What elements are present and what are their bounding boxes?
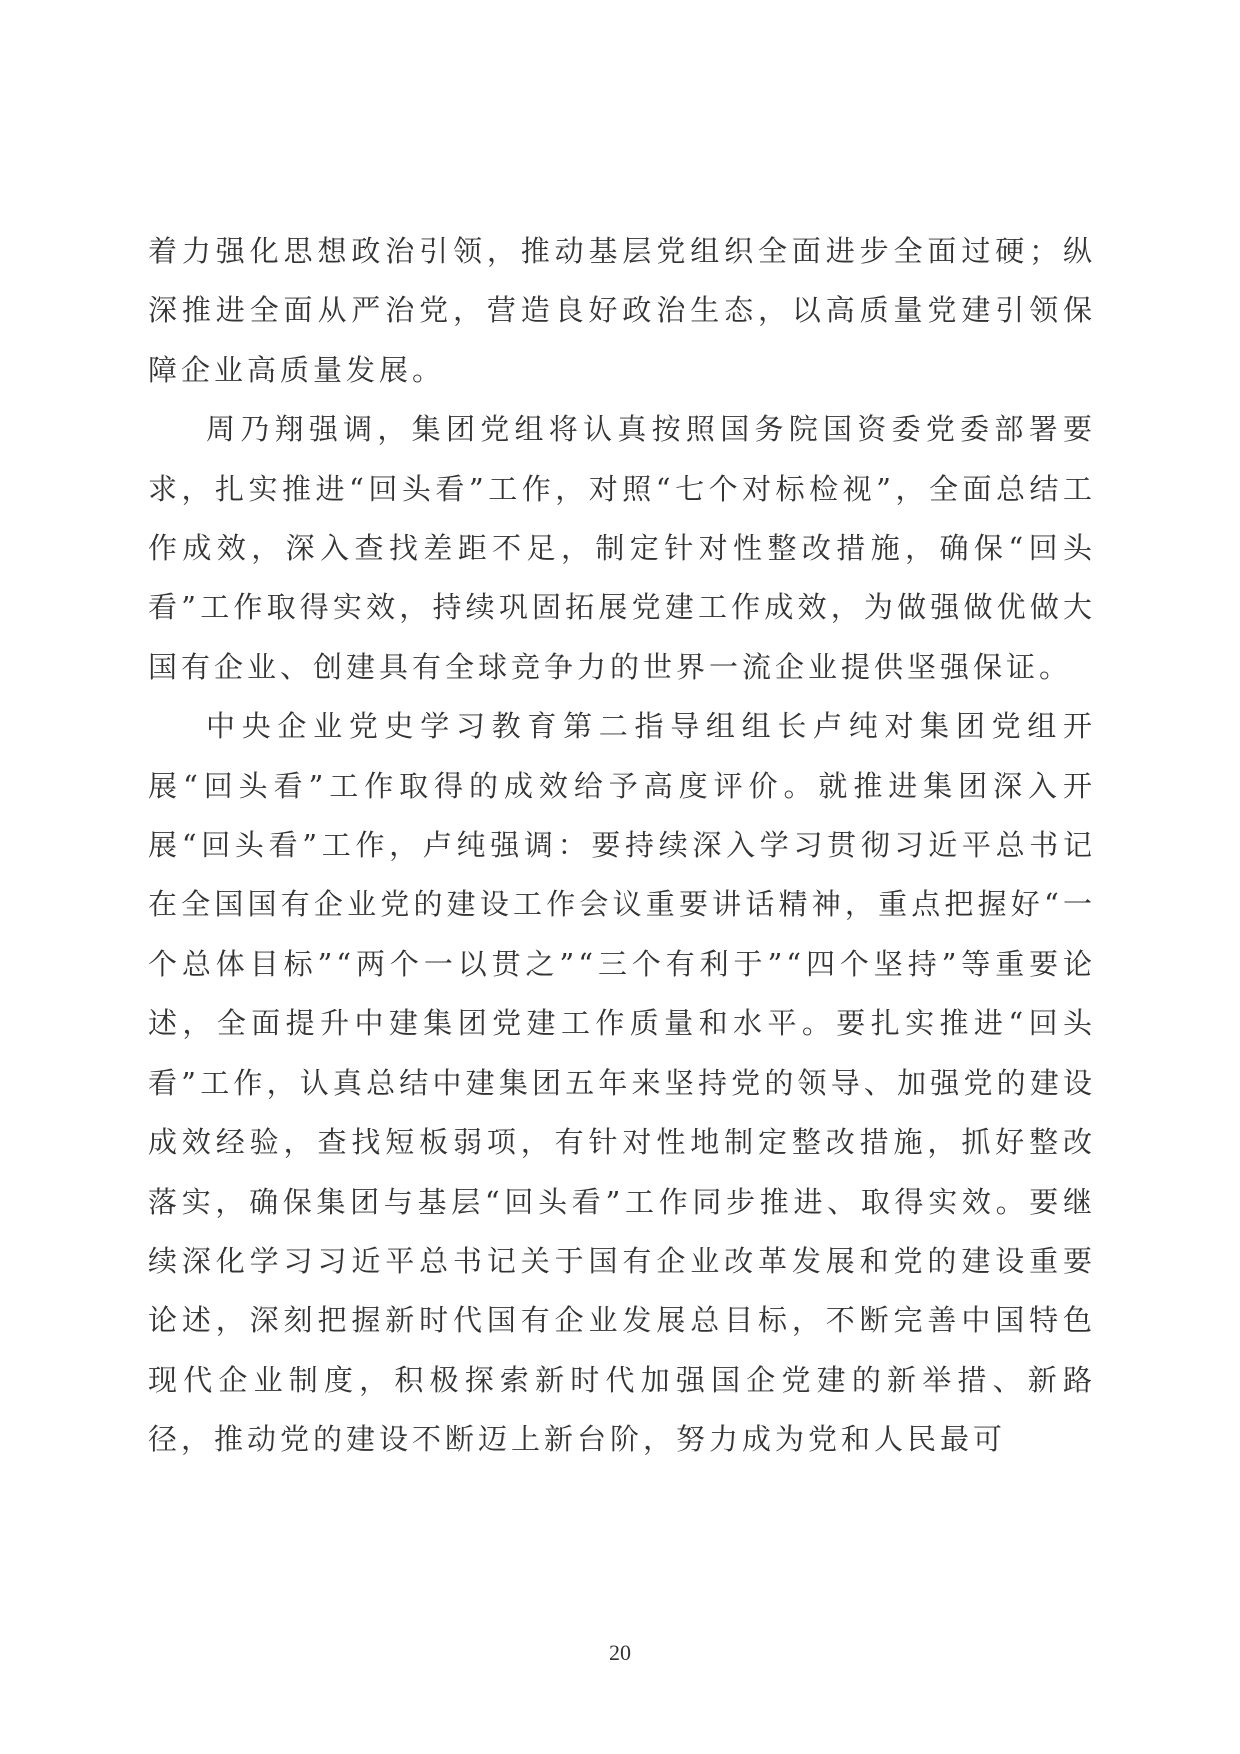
paragraph-continuation: 着力强化思想政治引领，推动基层党组织全面进步全面过硬；纵深推进全面从严治党，营造良好政治生态，以高质量党建引领保障企业高质量发展。 xyxy=(148,234,1096,387)
paragraph-lu-chun: 中央企业党史学习教育第二指导组组长卢纯对集团党组开展“回头看”工作取得的成效给予高度评价。就推进集团深入开展“回头看”工作，卢纯强调：要持续深入学习贯彻习近平总书记在全国国有企业党的建设工作会议重要讲话精神，重点把握好“一个总体目标”“两个一以贯之”“三个有利于”“四个坚持”等重要论述，全面提升中建集团党建工作质量和水平。要扎实推进“回头看”工作，认真总结中建集团五年来坚持党的领导、加强党的建设成效经验，查找短板弱项，有针对性地制定整改措施，抓好整改落实，确保集团与基层“回头看”工作同步推进、取得实效。要继续深化学习习近平总书记关于国有企业改革发展和党的建设重要论述，深刻把握新时代国有企业发展总目标，不断完善中国特色现代企业制度，积极探索新时代加强国企党建的新举措、新路径，推动党的建设不断迈上新台阶，努力成为党和人民最可 xyxy=(148,709,1096,1457)
body-text xyxy=(148,222,1096,1470)
page-number: 20 xyxy=(609,1640,631,1665)
paragraph-zhou-naixiang: 周乃翔强调，集团党组将认真按照国务院国资委党委部署要求，扎实推进“回头看”工作，对照“七个对标检视”，全面总结工作成效，深入查找差距不足，制定针对性整改措施，确保“回头看”工作取得实效，持续巩固拓展党建工作成效，为做强做优做大国有企业、创建具有全球竞争力的世界一流企业提供坚强保证。 xyxy=(148,412,1096,684)
